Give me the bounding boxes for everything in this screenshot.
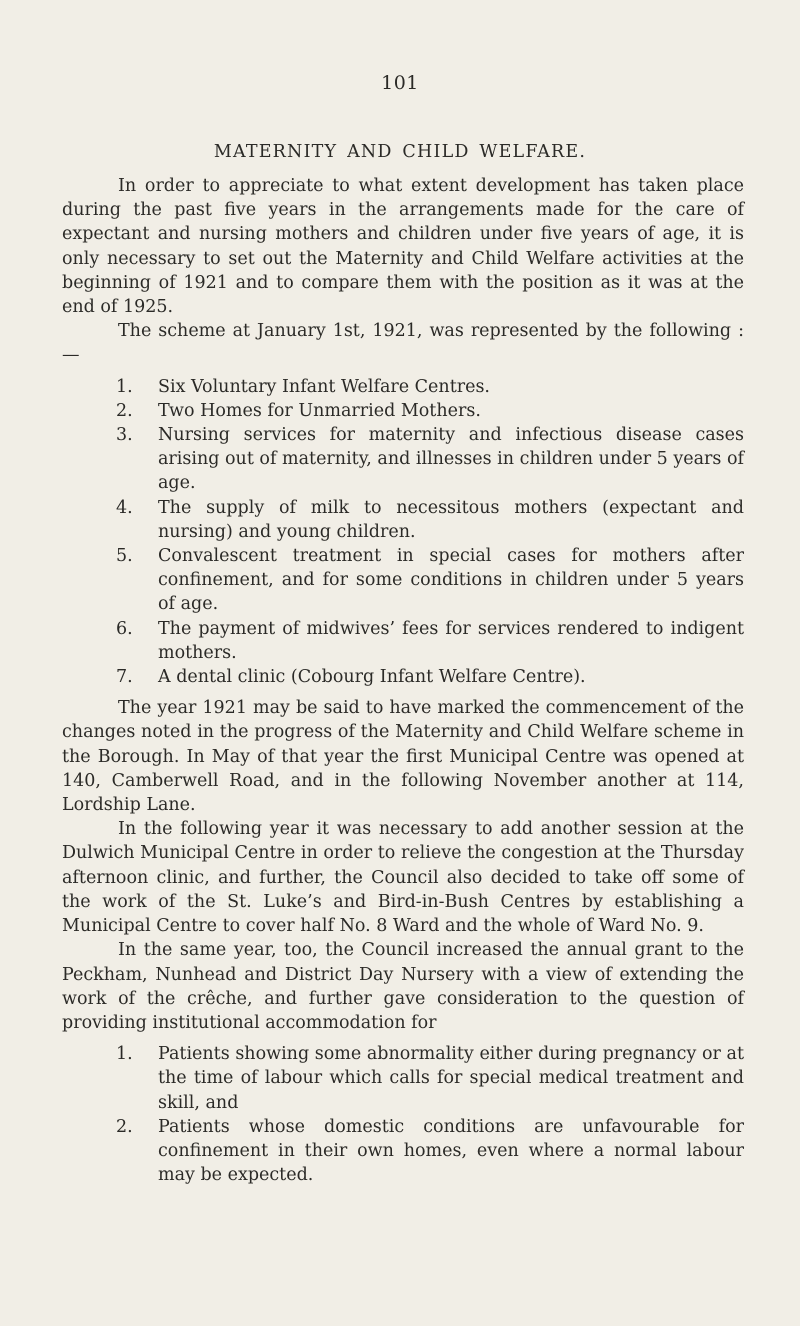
intro-paragraph: In order to appreciate to what extent development has taken place during the past five years in the arrangements made for the care of expectant and nursing mothers and children under five years of age, it is only necessary to set out the Maternity and Child Welfare activities at the beginning of 1921 and to compare them with the position as it was at the end of 1925. xyxy=(62,176,744,318)
list-text: Patients showing some abnormality either during pregnancy or at the time of labour which calls for special medical treatment and skill, and xyxy=(158,1044,744,1113)
scheme-list-item xyxy=(62,496,744,544)
section-heading: MATERNITY AND CHILD WELFARE. xyxy=(213,142,587,162)
list-text: The supply of milk to necessitous mothers (expectant and nursing) and young children. xyxy=(158,497,744,542)
scheme-list xyxy=(62,375,744,690)
list-number: 1. xyxy=(116,376,133,397)
list-number: 5. xyxy=(116,546,133,567)
accommodation-list-item xyxy=(62,1042,744,1115)
list-number: 6. xyxy=(116,618,133,639)
list-text: A dental clinic (Cobourg Infant Welfare Centre). xyxy=(158,667,586,688)
list-text: Patients whose domestic conditions are unfavourable for confinement in their own homes, even where a normal labour may be expected. xyxy=(158,1116,744,1186)
list-text: Two Homes for Unmarried Mothers. xyxy=(158,400,481,421)
accommodation-list-item xyxy=(62,1115,744,1188)
scheme-intro-paragraph: The scheme at January 1st, 1921, was represented by the following :— xyxy=(62,321,744,366)
list-text: Six Voluntary Infant Welfare Centres. xyxy=(158,376,490,397)
paragraph-following-year: In the following year it was necessary to add another session at the Dulwich Municipal Centre in order to relieve the congestion at the Thursday afternoon clinic, and further, the Council also decided to take off some of the work of the St. Luke’s and Bird-in-Bush Centres by establishing a Municipal Centre to cover half No. 8 Ward and the whole of Ward No. 9. xyxy=(62,819,744,937)
list-text: The payment of midwives’ fees for services rendered to indigent mothers. xyxy=(158,618,744,663)
page-number: 101 xyxy=(381,72,419,94)
scheme-list-item xyxy=(62,617,744,665)
accommodation-list xyxy=(62,1042,744,1187)
list-number: 3. xyxy=(116,425,133,446)
list-text: Nursing services for maternity and infectious disease cases arising out of maternity, and illnesses in children under 5 years of age. xyxy=(158,425,744,494)
list-number: 2. xyxy=(116,400,133,421)
scheme-list-item xyxy=(62,544,744,617)
paragraph-1921: The year 1921 may be said to have marked the commencement of the changes noted in the progress of the Maternity and Child Welfare scheme in the Borough. In May of that year the first Municipal Centre was opened at 140, Camberwell Road, and in the following November another at 114, Lordship Lane. xyxy=(62,698,744,816)
list-number: 4. xyxy=(116,497,133,518)
body-text xyxy=(62,174,744,1194)
scheme-list-item xyxy=(62,375,744,399)
list-text: Convalescent treatment in special cases for mothers after confinement, and for some conditions in children under 5 years of age. xyxy=(158,546,744,615)
list-number: 7. xyxy=(116,667,133,688)
scheme-list-item xyxy=(62,423,744,496)
list-number: 2. xyxy=(116,1116,133,1137)
paragraph-same-year: In the same year, too, the Council increased the annual grant to the Peckham, Nunhead and District Day Nursery with a view of extending the work of the crêche, and further gave consideration to the question of providing institutional accommodation for xyxy=(62,940,744,1033)
scheme-list-item xyxy=(62,665,744,689)
scheme-list-item xyxy=(62,399,744,423)
list-number: 1. xyxy=(116,1044,133,1065)
